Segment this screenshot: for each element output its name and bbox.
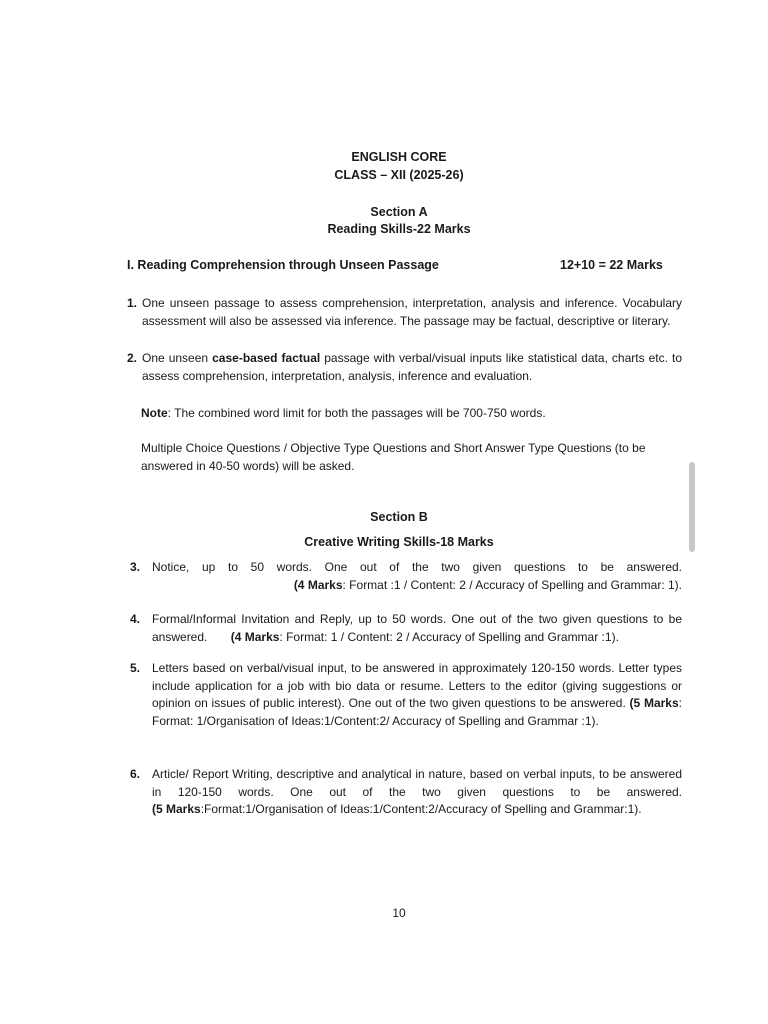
part-title: I. Reading Comprehension through Unseen Passage [127,258,439,272]
list-item: 6. Article/ Report Writing, descriptive and analytical in nature, based on verbal inputs, to be answered in 120-150 words. One out of the two given questions to be answered. (5 Marks:Format:1/Organisation of Ideas:1/Content:2/Accuracy of Spelling and Grammar:1). [130,767,682,816]
class-line: CLASS – XII (2025-26) [334,168,464,182]
section-a-heading: Section A [370,205,428,219]
list-item: 3. Notice, up to 50 words. One out of the two given questions to be answered. (4 Marks: Format :1 / Content: 2 / Accuracy of Spelling and Grammar: 1). [130,560,682,592]
list-item: 4. Formal/Informal Invitation and Reply, up to 50 words. One out of the two given questions to be answered. (4 Marks: Format: 1 / Content: 2 / Accuracy of Spelling and Grammar :1). [130,612,682,644]
note-label: Note [141,406,168,420]
section-b-subheading: Creative Writing Skills-18 Marks [304,535,494,549]
vertical-scrollbar[interactable] [689,462,695,552]
list-item: 2. One unseen case-based factual passage with verbal/visual inputs like statistical data, charts etc. to assess comprehension, interpretation, analysis, inference and evaluation. [127,351,683,383]
section-a-subheading: Reading Skills-22 Marks [327,222,471,236]
question-types-text: Multiple Choice Questions / Objective Type Questions and Short Answer Type Questions (to be answered in 40-50 words) will be asked. [141,441,646,473]
part-marks: 12+10 = 22 Marks [560,258,663,272]
page-number: 10 [392,906,406,920]
note-text: : The combined word limit for both the passages will be 700-750 words. [167,406,546,420]
section-b-heading: Section B [370,510,428,524]
list-item: 5. Letters based on verbal/visual input, to be answered in approximately 120-150 words. Letter types include application for a job with bio data or resume. Letters to the editor (giving suggestions or opinion on issues of public interest). One out of the two given questions to be answered. (5 Marks: Format: 1/Organisation of Ideas:1/Content:2/ Accuracy of Spelling and Grammar :1). [130,661,682,728]
note [141,406,681,420]
document-title: ENGLISH CORE [351,150,447,164]
list-item: 1. One unseen passage to assess comprehension, interpretation, analysis and inference. Vocabulary assessment will also be assessed via inference. The passage may be factual, descriptive or literary. [127,296,682,328]
